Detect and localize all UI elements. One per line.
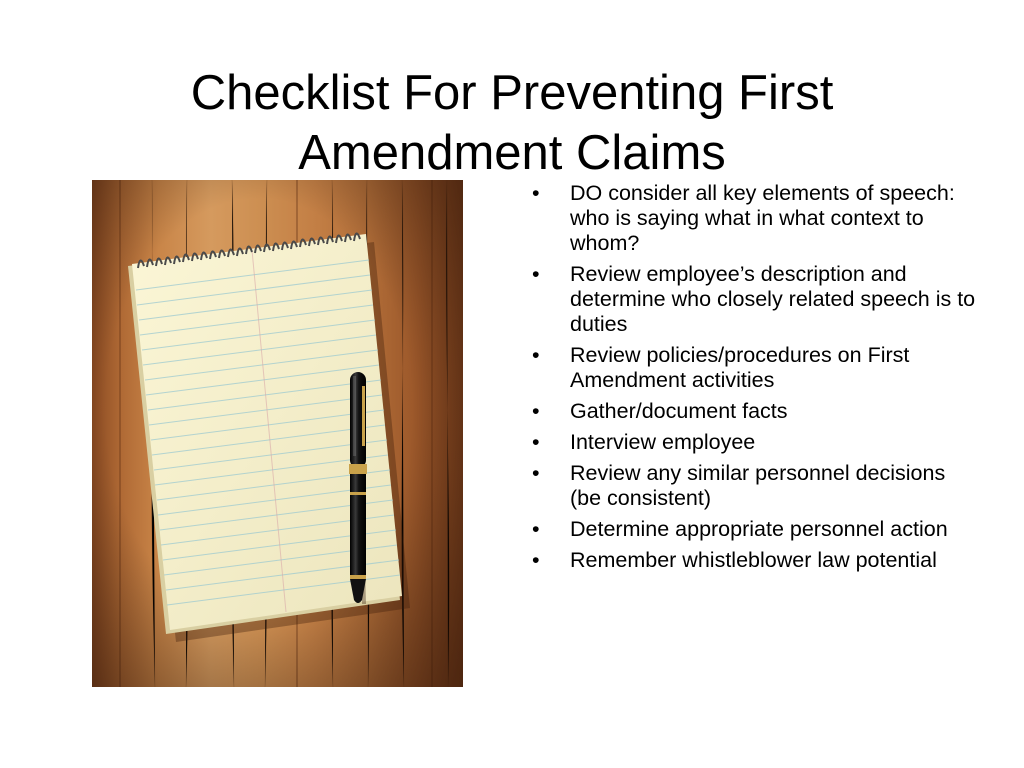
title-line-1: Checklist For Preventing First [190,65,834,120]
list-item-text: Gather/document facts [570,399,788,423]
pen-icon [349,372,367,603]
notepad-pen-photo [92,180,463,687]
bullet-icon: • [532,517,540,541]
bullet-icon: • [532,181,540,205]
list-item [520,461,980,511]
slide-title [40,63,984,183]
list-item [520,430,980,455]
list-item-text: Remember whistleblower law potential [570,548,937,572]
list-item [520,181,980,256]
checklist [520,181,980,579]
list-item-text: Determine appropriate personnel action [570,517,948,541]
bullet-icon: • [532,461,540,485]
list-item-text: Review any similar personnel decisions (be consistent) [570,461,946,510]
list-item-text: Interview employee [570,430,756,454]
list-item-text: Review employee’s description and determine who closely related speech is to duties [570,262,976,336]
list-item [520,262,980,337]
bullet-icon: • [532,399,540,423]
list-item [520,343,980,393]
bullet-icon: • [532,430,540,454]
list-item-text: DO consider all key elements of speech: who is saying what in what context to whom? [570,181,955,255]
list-item [520,517,980,542]
bullet-icon: • [532,548,540,572]
list-item [520,548,980,573]
bullet-icon: • [532,262,540,286]
list-item [520,399,980,424]
list-item-text: Review policies/procedures on First Amendment activities [570,343,910,392]
title-line-2: Amendment Claims [298,125,726,180]
bullet-icon: • [532,343,540,367]
